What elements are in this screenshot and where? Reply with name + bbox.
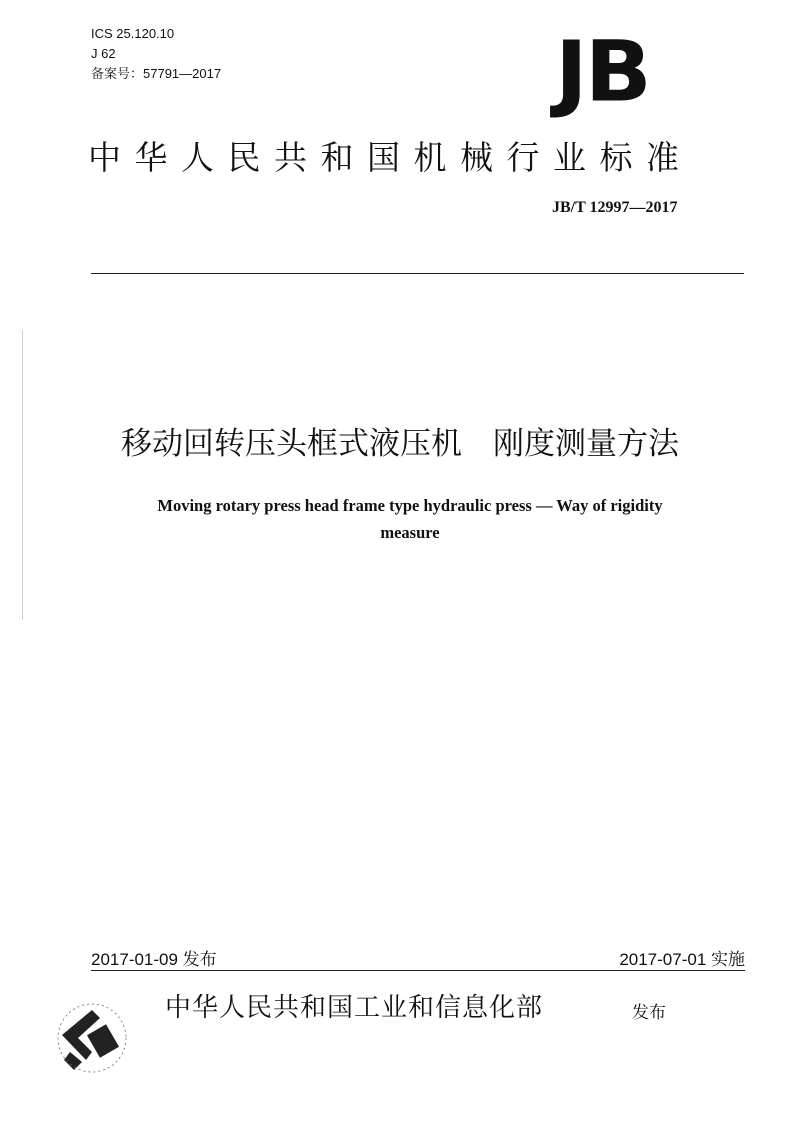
issue-date: 2017-01-09 发布 xyxy=(91,950,217,969)
document-title-zh: 移动回转压头框式液压机 刚度测量方法 xyxy=(121,426,679,462)
jb-logo: JB xyxy=(555,22,649,121)
top-divider xyxy=(91,273,744,274)
document-title-en-line2: measure xyxy=(380,523,440,542)
implementation-date: 2017-07-01 实施 xyxy=(619,950,745,969)
standard-title: 中华人民共和国机械行业标准 xyxy=(88,138,693,177)
filing-number: 备案号：57791—2017 xyxy=(91,66,222,81)
ics-code: ICS 25.120.10 xyxy=(91,26,175,41)
bottom-divider xyxy=(91,970,745,971)
standard-number: JB/T 12997—2017 xyxy=(552,199,678,216)
publish-label: 发布 xyxy=(632,1003,666,1023)
scan-edge-line xyxy=(22,330,23,620)
publisher-name: 中华人民共和国工业和信息化部 xyxy=(165,993,544,1023)
china-machine-press-logo-icon xyxy=(52,990,132,1080)
classification-code: J 62 xyxy=(91,46,116,61)
document-title-en-line1: Moving rotary press head frame type hydraulic press — Way of rigidity xyxy=(157,496,663,515)
